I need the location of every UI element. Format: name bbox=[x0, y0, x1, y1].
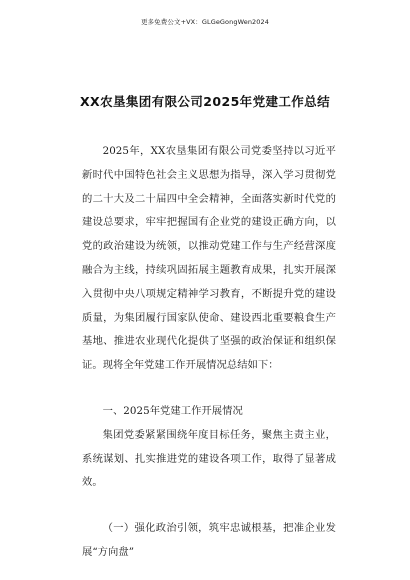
section-paragraph: 集团党委紧紧围绕年度目标任务，聚焦主责主业，系统谋划、扎实推进党的建设各项工作，取得了显著成效。 bbox=[82, 428, 336, 489]
section-heading: 一、2025年党建工作开展情况 bbox=[102, 404, 243, 417]
document-title: XX农垦集团有限公司2025年党建工作总结 bbox=[80, 94, 330, 109]
document-body bbox=[82, 140, 336, 565]
intro-paragraph: 2025年，XX农垦集团有限公司党委坚持以习近平新时代中国特色社会主义思想为指导，深入学习贯彻党的二十大及二十届四中全会精神，全面落实新时代党的建设总要求，牢牢把握国有企业党的建设正确方向，以党的政治建设为统领，以推动党建工作与生产经营深度融合为主线，持续巩固拓展主题教育成果，扎实开展深入贯彻中央八项规定精神学习教育，不断提升党的建设质量，为集团履行国家队使命、建设西北重要粮食生产基地、推进农业现代化提供了坚强的政治保证和组织保证。现将全年党建工作开展情况总结如下： bbox=[82, 145, 336, 372]
header-note: 更多免费公文+VX：GLGeGongWen2024 bbox=[140, 18, 269, 26]
subsection-heading: （一）强化政治引领，筑牢忠诚根基，把准企业发展“方向盘” bbox=[82, 522, 336, 558]
